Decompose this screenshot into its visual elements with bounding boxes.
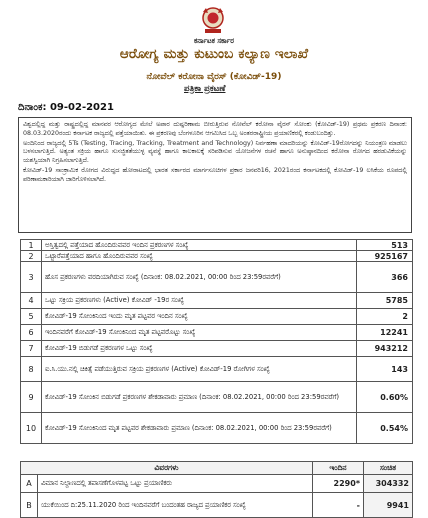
table-row: [21, 382, 413, 413]
row-value: 0.54%: [357, 413, 413, 444]
table-row: [21, 357, 413, 382]
row-label: ಹೊಸ ಪ್ರಕರಣಗಳು ವರದಿಯಾಗಿರುವ ಸಂಖ್ಯೆ (ದಿನಾಂಕ: 08.02.2021, 00:00 ರಿಂದ 23:59ರವರೆಗೆ): [42, 262, 357, 293]
row-value: 366: [357, 262, 413, 293]
row-letter: B: [21, 493, 38, 518]
row-label: ಐ.ಸಿ.ಯು.ನಲ್ಲಿ ಚಿಕಿತ್ಸೆ ಪಡೆಯುತ್ತಿರುವ ಸಕ್ರಿಯ ಪ್ರಕರಣಗಳ (Active) ಕೋವಿಡ್-19 ರೋಗಿಗಳ ಸಂಖ್ಯೆ: [42, 357, 357, 382]
table-row: [21, 309, 413, 325]
row-number: 1: [21, 240, 42, 251]
row-label: ಕೋವಿಡ್-19 ಸೋಂಕಿನಿಂದ ಇಂದು ಮೃತ ಪಟ್ಟವರ ಇಂದಿನ ಸಂಖ್ಯೆ: [42, 309, 357, 325]
intro-box: [18, 117, 412, 233]
row-total: 9941: [364, 493, 413, 518]
row-value: 5785: [357, 293, 413, 309]
department-title: ಆರೋಗ್ಯ ಮತ್ತು ಕುಟುಂಬ ಕಲ್ಯಾಣ ಇಲಾಖೆ: [119, 46, 309, 62]
row-value: 0.60%: [357, 382, 413, 413]
table-row: [21, 493, 413, 518]
row-label: ಒಟ್ಟು ಸಕ್ರಿಯ ಪ್ರಕರಣಗಳು (Active) ಕೋವಿಡ್ -19ರ ಸಂಖ್ಯೆ: [42, 293, 357, 309]
date-line: [18, 102, 114, 113]
row-label: ಇಂದಿನವರೆಗೆ ಕೋವಿಡ್-19 ಸೋಂಕಿನಿಂದ ಮೃತ ಪಟ್ಟವರೊಟ್ಟು ಸಂಖ್ಯೆ: [42, 325, 357, 341]
government-name: ಕರ್ನಾಟಕ ಸರ್ಕಾರ: [194, 37, 234, 45]
date-label: ದಿನಾಂಕ:: [18, 102, 47, 113]
row-value: 925167: [357, 251, 413, 262]
row-number: 5: [21, 309, 42, 325]
row-letter: A: [21, 475, 38, 493]
table-row: [21, 325, 413, 341]
subtitle: ನೋವೆಲ್ ಕರೋನಾ ವೈರಸ್ (ಕೋವಿಡ್-19): [146, 72, 282, 82]
table-row: [21, 413, 413, 444]
row-number: 6: [21, 325, 42, 341]
row-value: 143: [357, 357, 413, 382]
row-number: 8: [21, 357, 42, 382]
intro-paragraph-2: ಅಂದಿನಿಂದ ರಾಜ್ಯದಲ್ಲಿ 5Ts (Testing, Tracing, Tracking, Treatment and Technology) ನಿರ್ವಹಣಾ ಮಾದರಿಯನ್ನು ಕೋವಿಡ್-19ರೋಗದನ್ನು ನಿಯಂತ್ರಣ ಮಾಡಲು ಬಳಸಲಾಗುತ್ತಿದೆ. ಅತ್ಯಂತ ಸಕ್ರಿಯ ಹಾಗೂ ಸುಸಜ್ಜಿತತೆಯುಳ್ಳ ವ್ಯವಸ್ಥೆ ಹಾಗೂ ಕಾಲಕಾಲಕ್ಕೆ ಸರಿಪಡಿಸುವ ಯೋಜನೆಗಳ ರಚನೆ ಹಾಗೂ ಅನುಷ್ಠಾನದಿಂದ ಕರೋನಾ ರೋಗದ ಹರಡುವಿಕೆಯನ್ನು ಯಶಸ್ವಿಯಾಗಿ ನಿಗ್ರಹಿಸಲಾಗುತ್ತಿದೆ.: [23, 139, 407, 165]
table-row: [21, 240, 413, 251]
intro-paragraph-3: ಕೋವಿಡ್-19 ಸಾಂಕ್ರಾಮಿಕ ರೋಗದ ವಿರುದ್ಧದ ಹೋರಾಟದಲ್ಲಿ ಭಾರತ ಸರ್ಕಾರದ ಮಾರ್ಗಸೂಚಿಗಳ ಪ್ರಕಾರ ಜನವರಿ16, 2021ರಂದ ಕರ್ನಾಟಕದಲ್ಲಿ ಕೋವಿಡ್-19 ಲಸಿಕೆಯ ರೂಪದಲ್ಲಿ ಪರಿಣಾಮಕಾರಿಯಾಗಿ ಜಾರಿಗೊಳಿಸಲಾಗಿದೆ.: [23, 166, 407, 183]
row-value: 12241: [357, 325, 413, 341]
row-today: 2290*: [313, 475, 364, 493]
table-row: [21, 293, 413, 309]
row-label: ಅಸ್ತಿತ್ವದಲ್ಲಿ ಪತ್ತೆಯಾದ ಹೊಂದಿರುವವರ ಇಂದಿನ ಪ್ರಕರಣಗಳ ಸಂಖ್ಯೆ: [42, 240, 357, 251]
row-label: ಕೋವಿಡ್-19 ಬಿಡುಗಡೆ ಪ್ರಕರಣಗಳ ಒಟ್ಟು ಸಂಖ್ಯೆ: [42, 341, 357, 357]
row-number: 7: [21, 341, 42, 357]
table-row: [21, 341, 413, 357]
row-number: 3: [21, 262, 42, 293]
row-total: 304332: [364, 475, 413, 493]
row-value: 2: [357, 309, 413, 325]
press-release-label: ಪತ್ರಿಕಾ ಪ್ರಕಟಣೆ: [184, 84, 226, 94]
row-label: ಒಟ್ಟಾರೆಪತ್ತೆಯಾದ ಹಾಗೂ ಹೊಂದಿರುವವರ ಸಂಖ್ಯೆ: [42, 251, 357, 262]
table-row: [21, 262, 413, 293]
intro-paragraph-1: ವಿಶ್ವದಲ್ಲಿದ್ದ ಮತ್ತು ರಾಷ್ಟ್ರದಲ್ಲಿದ್ದ ಮಾನವರ ಆರೋಗ್ಯದ ಮೇಲೆ ಅಪಾರ ದುಷ್ಪರಿಣಾಮ ಬೀರುತ್ತಿರುವ ನೋವೆಲ್ ಕರೋನಾ ವೈರಸ್ ಸೋಂಕು (ಕೋವಿಡ್-19) ಪ್ರಥಮ ಪ್ರಕರಣ ದಿನಾಂಕ: 08.03.2020ರಂದು ಕರ್ನಾಟಕ ರಾಜ್ಯದಲ್ಲಿ ಪತ್ತೆಯಾಯಿತು. ಈ ಪ್ರಕರಣವು ಬೆಂಗಳೂರಿನ ಆಗಮಿಸಿದ ಒಬ್ಬ ಅಂತರರಾಷ್ಟ್ರೀಯ ಪ್ರಯಾಣಿಕರಲ್ಲಿ ಕಂಡುಬಂದಿತ್ತು.: [23, 121, 407, 137]
table-row: [21, 475, 413, 493]
row-today: -: [313, 493, 364, 518]
table-row: [21, 251, 413, 262]
row-label: ಕೋವಿಡ್-19 ಸೋಂಕಿನಿಂದ ಮೃತ ಪಟ್ಟವರ ಶೇಕಡಾವಾರು ಪ್ರಮಾಣ (ದಿನಾಂಕ: 08.02.2021, 00:00 ರಿಂದ 23:59ರವರೆಗೆ): [42, 413, 357, 444]
row-number: 4: [21, 293, 42, 309]
row-number: 2: [21, 251, 42, 262]
karnataka-emblem-icon: [200, 6, 226, 36]
row-label: ಕೋವಿಡ್-19 ಸೋಂಕಿನ ಬಿಡುಗಡೆ ಪ್ರಕರಣಗಳ ಶೇಕಡಾವಾರು ಪ್ರಮಾಣ (ದಿನಾಂಕ: 08.02.2021, 00:00 ರಿಂದ 23:59ರವರೆಗೆ): [42, 382, 357, 413]
travel-table: [20, 461, 413, 518]
header-cumulative: ಸಂಚಿತ: [364, 462, 413, 475]
row-value: 943212: [357, 341, 413, 357]
table-header-row: [21, 462, 413, 475]
row-label: ವಿಮಾನ ನಿಲ್ದಾಣದಲ್ಲಿ ತಪಾಸಣೆಗೊಳಪಟ್ಟ ಒಟ್ಟು ಪ್ರಯಾಣಿಕರು: [38, 475, 313, 493]
row-number: 10: [21, 413, 42, 444]
date-value: 09-02-2021: [49, 102, 114, 113]
row-value: 513: [357, 240, 413, 251]
header-today: ಇಂದಿನ: [313, 462, 364, 475]
stats-table: [20, 239, 413, 444]
row-number: 9: [21, 382, 42, 413]
header-details: ವಿವರಗಳು: [21, 462, 313, 475]
row-label: ಯುಕೆಯಿಂದ ದಿ:25.11.2020 ರಿಂದ ಇಂದಿನವರೆಗೆ ಬಂದಂತಹ ರಾಜ್ಯದ ಪ್ರಯಾಣಿಕರ ಸಂಖ್ಯೆ: [38, 493, 313, 518]
